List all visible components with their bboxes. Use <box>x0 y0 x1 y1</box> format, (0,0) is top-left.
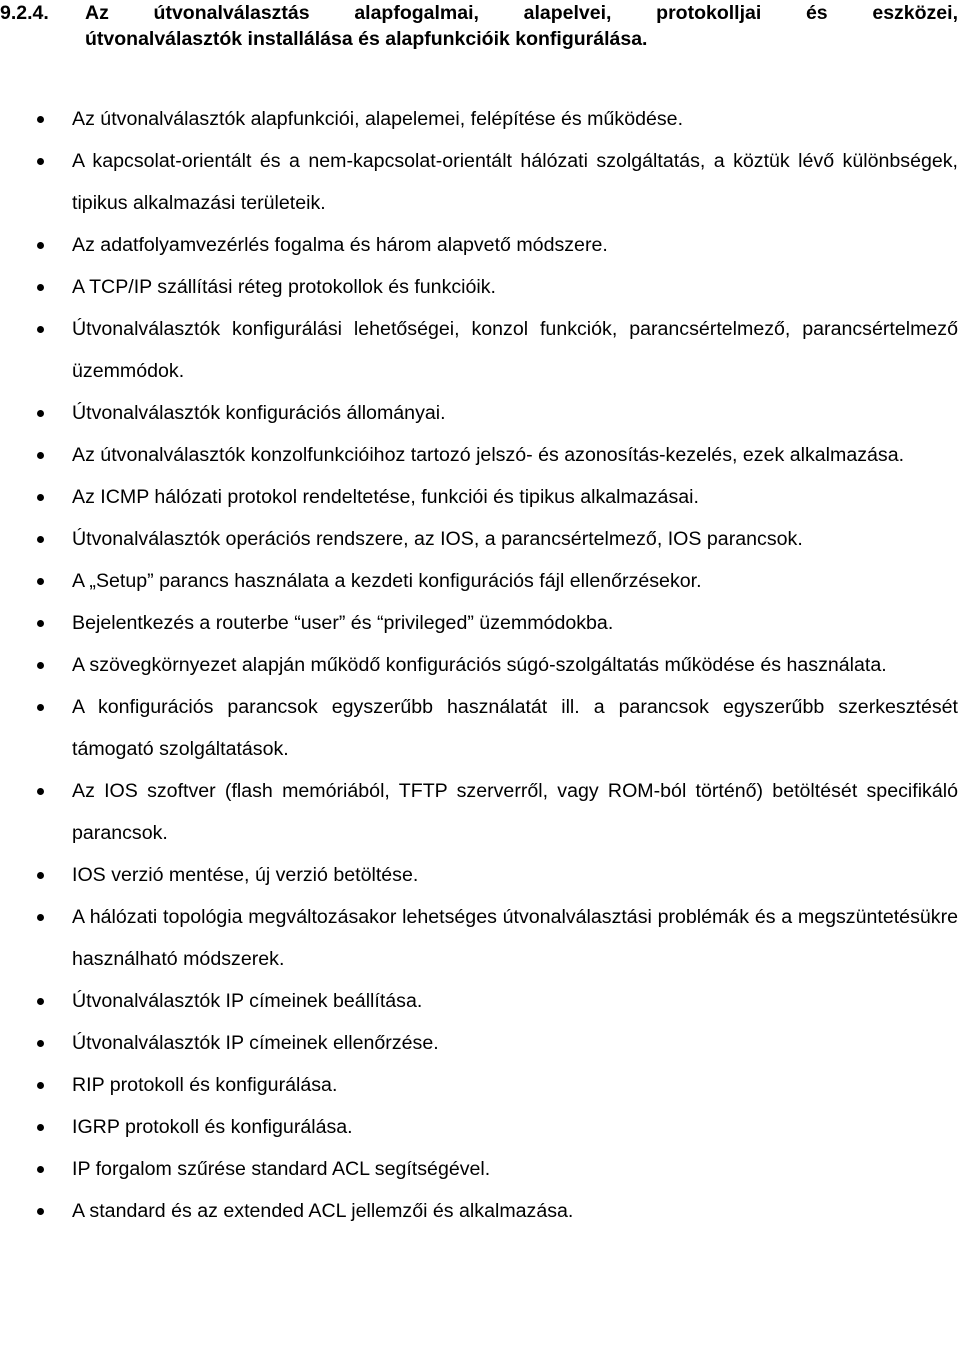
list-item-text: Útvonalválasztók operációs rendszere, az IOS, a parancsértelmező, IOS parancsok. <box>72 528 803 550</box>
section-number: 9.2.4. <box>0 2 49 24</box>
bullet-icon <box>37 998 44 1005</box>
list-item <box>0 854 958 896</box>
list-item-text: Az IOS szoftver (flash memóriából, TFTP szerverről, vagy ROM-ból történő) betöltését specifikáló parancsok. <box>72 780 958 844</box>
list-item <box>0 1106 958 1148</box>
bullet-icon <box>37 326 44 333</box>
list-item <box>0 896 958 980</box>
list-item <box>0 644 958 686</box>
list-item <box>0 602 958 644</box>
list-item-text: Útvonalválasztók IP címeinek beállítása. <box>72 990 423 1012</box>
section-title-line-2: útvonalválasztók installálása és alapfunkcióik konfigurálása. <box>85 28 648 50</box>
list-item-text: IGRP protokoll és konfigurálása. <box>72 1116 353 1138</box>
bullet-icon <box>37 578 44 585</box>
list-item-text: Az adatfolyamvezérlés fogalma és három alapvető módszere. <box>72 234 608 256</box>
list-item <box>0 224 958 266</box>
bullet-icon <box>37 284 44 291</box>
bullet-icon <box>37 452 44 459</box>
list-item <box>0 1190 958 1232</box>
list-item-text: A szövegkörnyezet alapján működő konfigurációs súgó-szolgáltatás működése és használata. <box>72 654 887 676</box>
list-item <box>0 140 958 224</box>
list-item <box>0 1022 958 1064</box>
list-item-text: A „Setup” parancs használata a kezdeti konfigurációs fájl ellenőrzésekor. <box>72 570 702 592</box>
list-item-text: Bejelentkezés a routerbe “user” és “privileged” üzemmódokba. <box>72 612 614 634</box>
bullet-icon <box>37 662 44 669</box>
list-item-text: Útvonalválasztók konfigurációs állományai. <box>72 402 446 424</box>
list-item-text: Útvonalválasztók IP címeinek ellenőrzése. <box>72 1032 439 1054</box>
section-heading <box>0 0 958 52</box>
bullet-icon <box>37 1166 44 1173</box>
list-item-text: A hálózati topológia megváltozásakor lehetséges útvonalválasztási problémák és a megszüntetésükre használható módszerek. <box>72 906 958 970</box>
bullet-icon <box>37 914 44 921</box>
bullet-icon <box>37 1124 44 1131</box>
bullet-icon <box>37 536 44 543</box>
list-item <box>0 560 958 602</box>
list-item-text: Útvonalválasztók konfigurálási lehetőségei, konzol funkciók, parancsértelmező, parancsértelmező üzemmódok. <box>72 318 958 382</box>
topic-list <box>0 98 958 1232</box>
bullet-icon <box>37 620 44 627</box>
list-item <box>0 266 958 308</box>
list-item <box>0 686 958 770</box>
list-item-text: RIP protokoll és konfigurálása. <box>72 1074 338 1096</box>
list-item-text: IOS verzió mentése, új verzió betöltése. <box>72 864 419 886</box>
bullet-icon <box>37 1040 44 1047</box>
section-title <box>85 0 958 52</box>
list-item <box>0 98 958 140</box>
bullet-icon <box>37 788 44 795</box>
list-item-text: A standard és az extended ACL jellemzői és alkalmazása. <box>72 1200 574 1222</box>
list-item <box>0 392 958 434</box>
list-item <box>0 518 958 560</box>
list-item-text: IP forgalom szűrése standard ACL segítségével. <box>72 1158 491 1180</box>
list-item-text: A TCP/IP szállítási réteg protokollok és funkcióik. <box>72 276 497 298</box>
list-item <box>0 308 958 392</box>
bullet-icon <box>37 1082 44 1089</box>
list-item <box>0 1148 958 1190</box>
bullet-icon <box>37 158 44 165</box>
list-item <box>0 434 958 476</box>
list-item-text: A kapcsolat-orientált és a nem-kapcsolat-orientált hálózati szolgáltatás, a köztük lévő különbségek, tipikus alkalmazási területeik. <box>72 150 958 214</box>
list-item <box>0 476 958 518</box>
list-item <box>0 1064 958 1106</box>
list-item-text: Az ICMP hálózati protokol rendeltetése, funkciói és tipikus alkalmazásai. <box>72 486 699 508</box>
list-item <box>0 770 958 854</box>
list-item <box>0 980 958 1022</box>
bullet-icon <box>37 116 44 123</box>
bullet-icon <box>37 242 44 249</box>
section-title-line-1: Az útvonalválasztás alapfogalmai, alapelvei, protokolljai és eszközei, <box>85 2 958 24</box>
list-item-text: Az útvonalválasztók alapfunkciói, alapelemei, felépítése és működése. <box>72 108 684 130</box>
bullet-icon <box>37 704 44 711</box>
list-item-text: A konfigurációs parancsok egyszerűbb használatát ill. a parancsok egyszerűbb szerkesztését támogató szolgáltatások. <box>72 696 958 760</box>
bullet-icon <box>37 872 44 879</box>
list-item-text: Az útvonalválasztók konzolfunkcióihoz tartozó jelszó- és azonosítás-kezelés, ezek alkalmazása. <box>72 444 905 466</box>
bullet-icon <box>37 494 44 501</box>
bullet-icon <box>37 410 44 417</box>
bullet-icon <box>37 1208 44 1215</box>
